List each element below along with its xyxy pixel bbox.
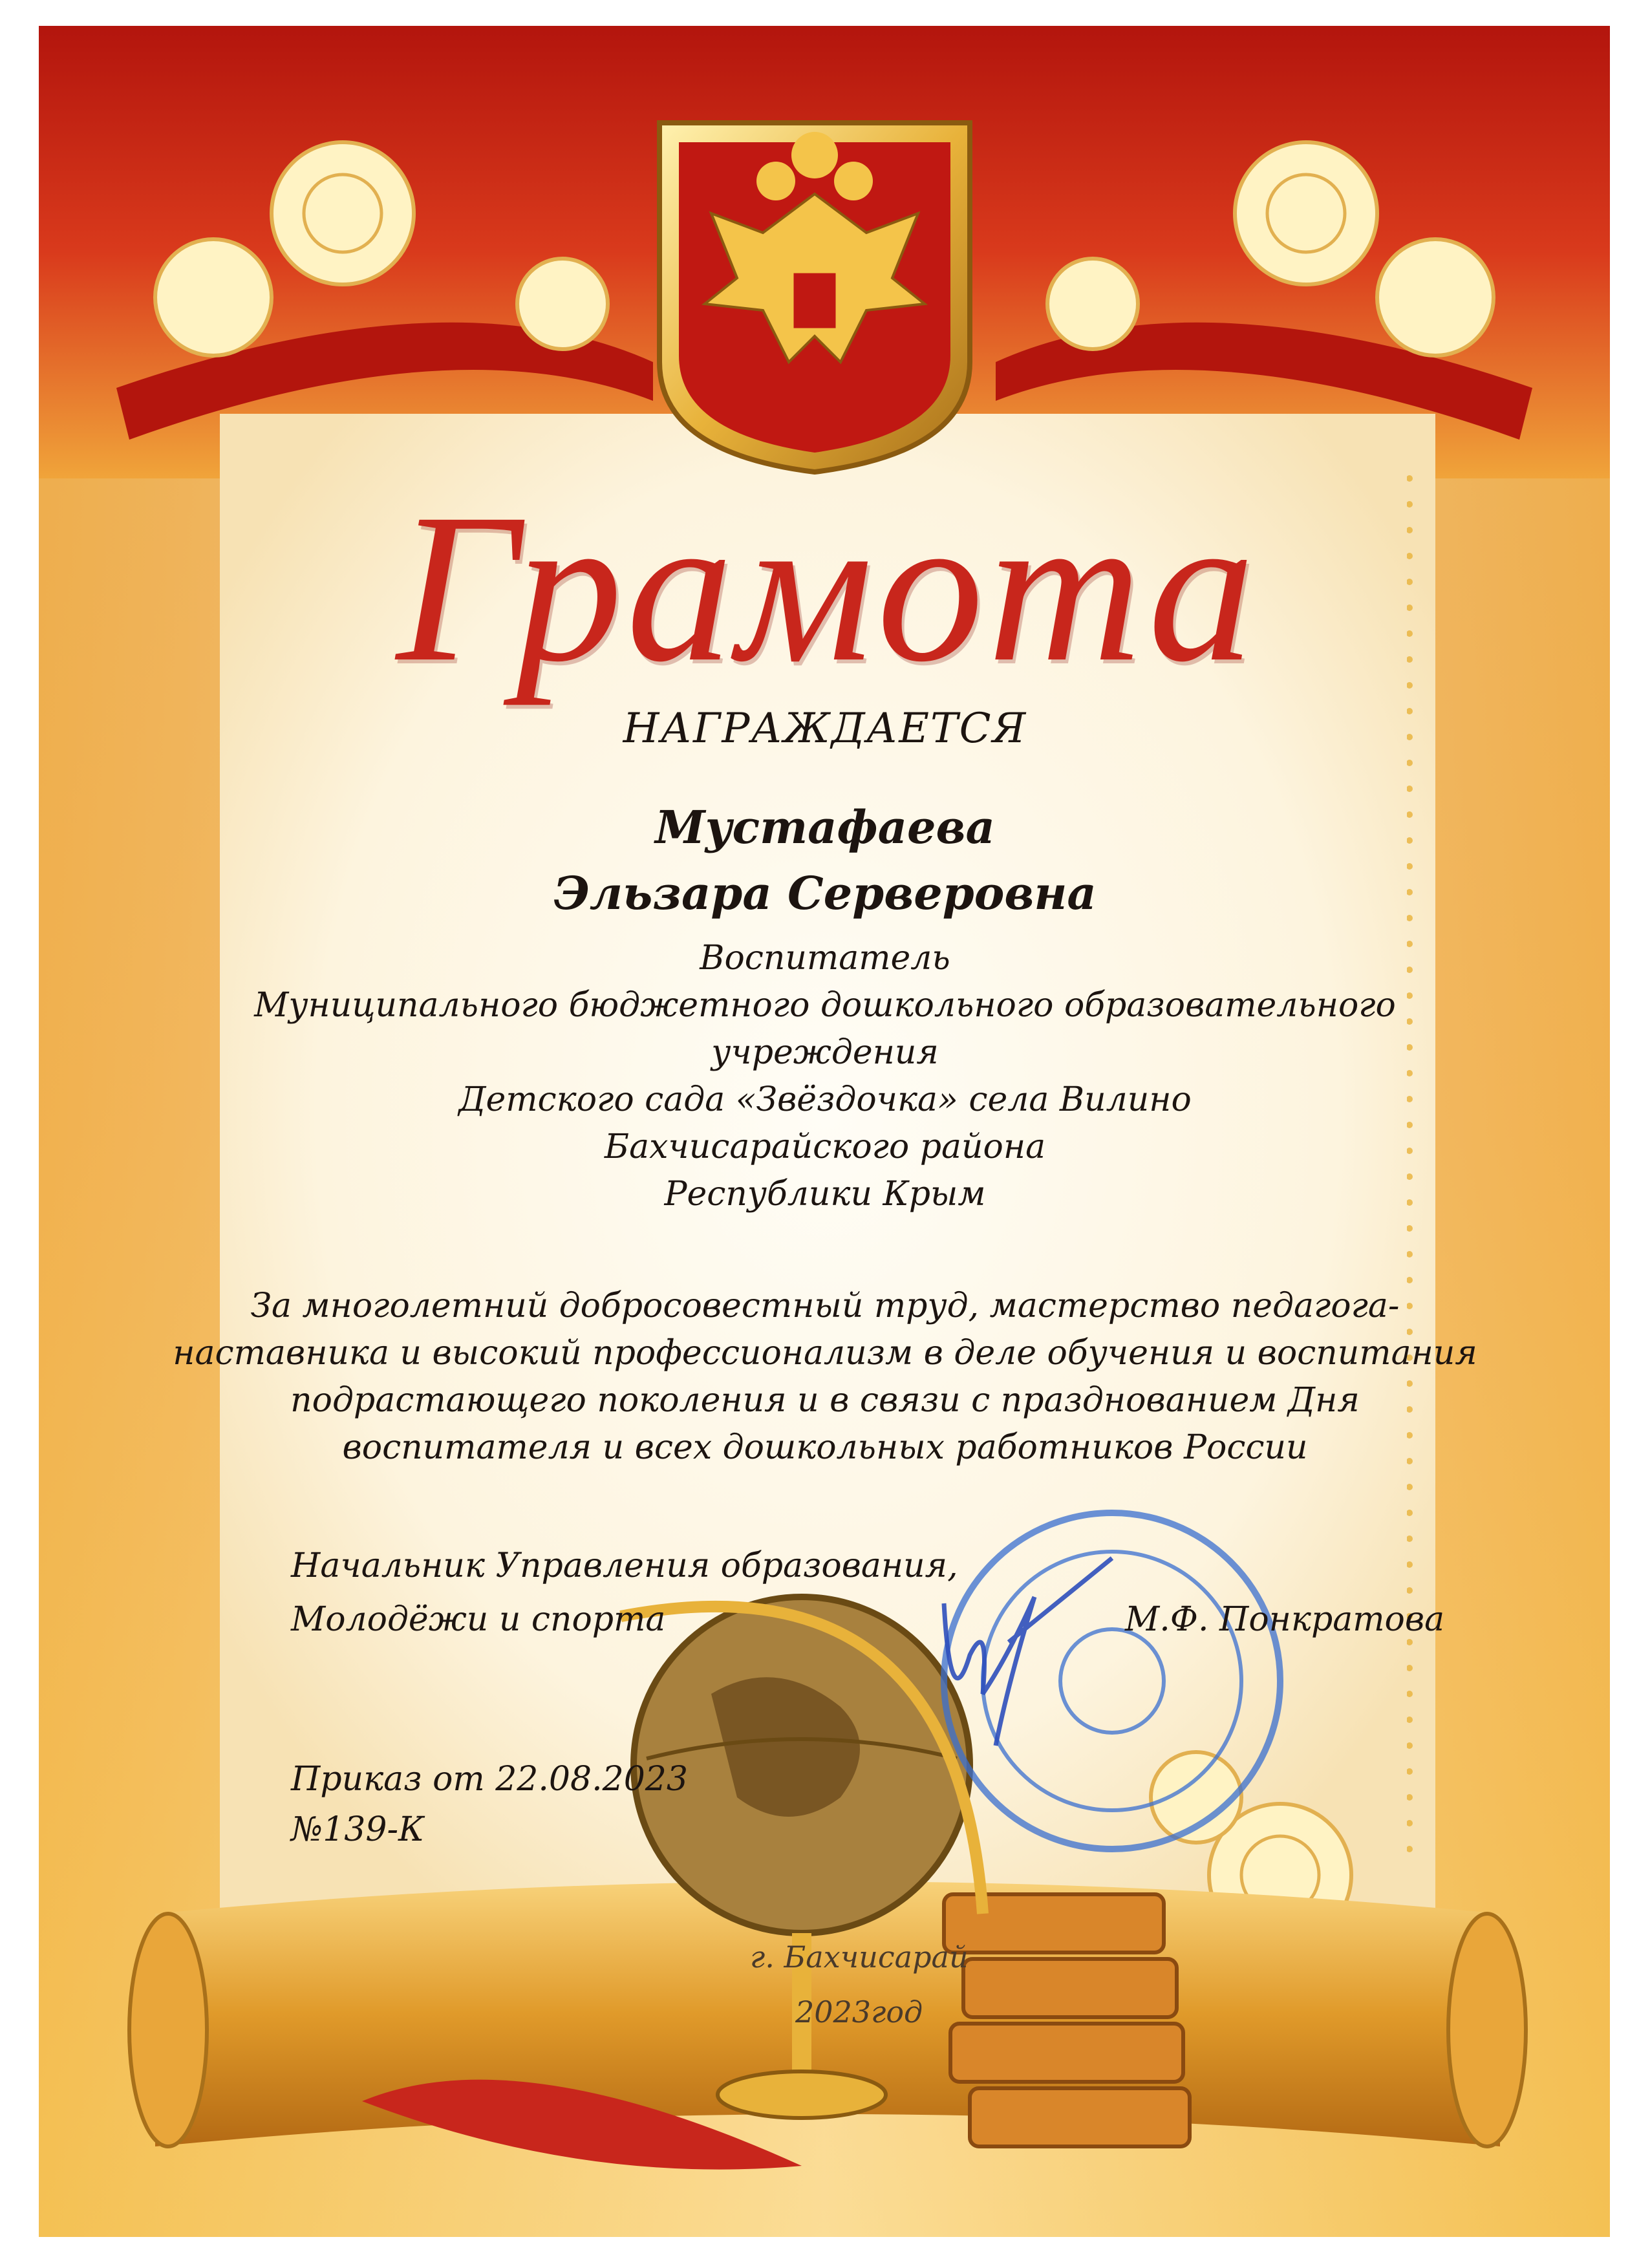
organization-line: Муниципального бюджетного дошкольного образовательного (254, 986, 1396, 1025)
organization-line: Бахчисарайского района (604, 1128, 1046, 1166)
awarded-label: НАГРАЖДАЕТСЯ (623, 705, 1027, 753)
certificate-title: Грамота (396, 470, 1259, 706)
place-year: 2023год (795, 1995, 923, 2029)
coat-of-arms-icon (659, 123, 970, 472)
signatory-title: Начальник Управления образования, (291, 1546, 958, 1585)
recipient-position: Воспитатель (700, 939, 950, 978)
signatory-name: М.Ф. Понкратова (1125, 1600, 1445, 1639)
organization-line: Детского сада «Звёздочка» села Вилино (458, 1080, 1192, 1119)
recipient-given-names: Эльзара Серверовна (553, 866, 1097, 920)
recipient-surname: Мустафаева (655, 800, 995, 854)
place-city: г. Бахчисарай (750, 1940, 969, 1974)
reason-line: За многолетний добросовестный труд, мастерство педагога- (250, 1287, 1400, 1325)
organization-line: Республики Крым (664, 1175, 986, 1214)
signatory-title: Молодёжи и спорта (291, 1600, 666, 1639)
reason-line: подрастающего поколения и в связи с празднованием Дня (290, 1381, 1360, 1420)
reason-line: воспитателя и всех дошкольных работников России (342, 1428, 1308, 1467)
reason-line: наставника и высокий профессионализм в деле обучения и воспитания (173, 1334, 1477, 1373)
order-number: №139-К (291, 1810, 425, 1849)
organization-line: учреждения (711, 1033, 939, 1072)
order-reference: Приказ от 22.08.2023 (291, 1760, 688, 1799)
